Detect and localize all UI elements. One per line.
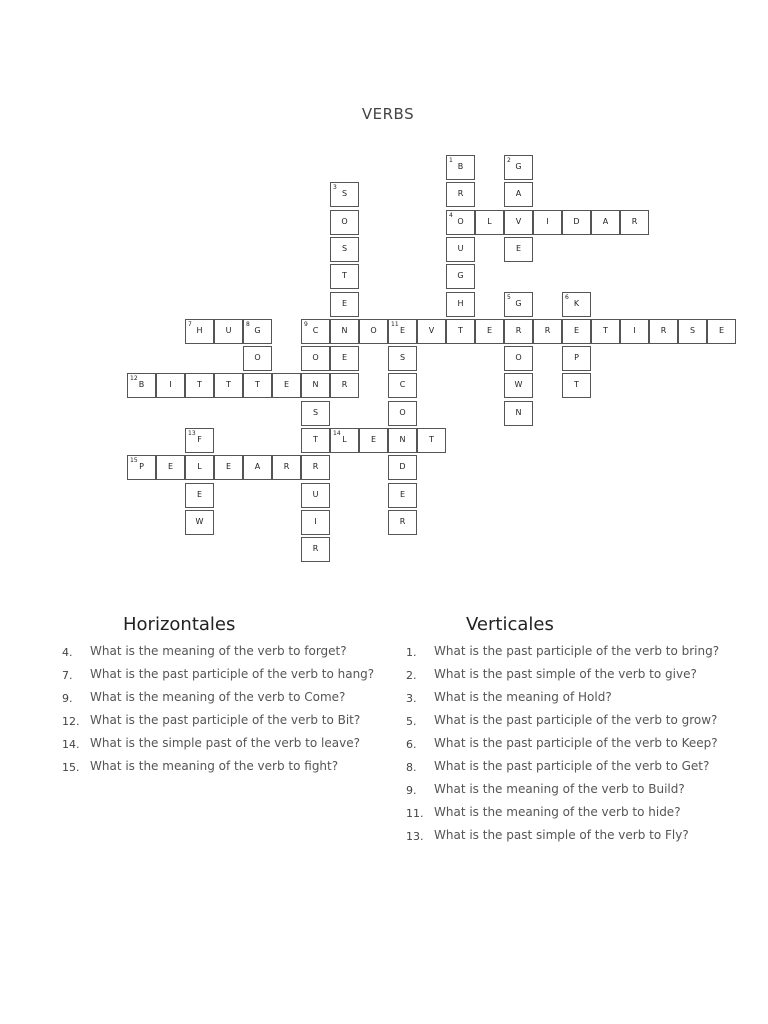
crossword-cell[interactable] <box>330 264 359 289</box>
crossword-cell[interactable] <box>330 319 359 344</box>
cell-letter: O <box>312 353 319 363</box>
cell-letter: S <box>341 189 348 199</box>
cell-letter: E <box>341 353 348 363</box>
cell-letter: E <box>486 325 493 335</box>
cell-letter: O <box>370 325 377 335</box>
cell-number: 15 <box>130 457 138 465</box>
cell-letter: E <box>167 462 174 472</box>
verticales-clue-list <box>406 643 726 850</box>
crossword-cell[interactable] <box>330 373 359 398</box>
clue-text: What is the meaning of the verb to hide? <box>434 805 681 819</box>
crossword-cell[interactable] <box>707 319 736 344</box>
cell-letter: L <box>342 435 347 444</box>
cell-letter: S <box>399 353 406 363</box>
clue-item <box>406 689 726 705</box>
crossword-cell[interactable] <box>185 455 214 480</box>
crossword-cell[interactable] <box>388 346 417 371</box>
crossword-cell[interactable] <box>330 346 359 371</box>
cell-number: 12 <box>130 375 138 383</box>
cell-letter: I <box>169 380 172 390</box>
clue-number: 8. <box>406 761 417 774</box>
crossword-cell[interactable] <box>185 373 214 398</box>
crossword-cell[interactable] <box>330 210 359 235</box>
crossword-cell[interactable] <box>272 373 301 398</box>
crossword-cell[interactable] <box>156 455 185 480</box>
crossword-cell[interactable] <box>301 537 330 562</box>
clue-number: 2. <box>406 669 417 682</box>
crossword-cell[interactable] <box>504 401 533 426</box>
cell-letter: H <box>457 298 464 308</box>
clue-item <box>406 781 726 797</box>
clue-text: What is the past simple of the verb to Fly? <box>434 828 689 842</box>
cell-letter: T <box>574 380 579 390</box>
crossword-cell[interactable] <box>243 319 272 344</box>
cell-letter: A <box>254 462 261 472</box>
cell-number: 13 <box>188 430 196 437</box>
clue-number: 9. <box>406 784 417 797</box>
crossword-cell[interactable] <box>678 319 707 344</box>
cell-letter: R <box>515 325 522 335</box>
cell-letter: R <box>312 544 319 554</box>
cell-letter: T <box>458 325 463 335</box>
cell-letter: I <box>633 325 636 335</box>
cell-letter: L <box>487 216 492 226</box>
cell-letter: N <box>515 407 522 417</box>
crossword-cell[interactable] <box>330 182 359 207</box>
cell-letter: B <box>138 380 145 390</box>
crossword-cell[interactable] <box>446 155 475 180</box>
clue-item <box>62 712 392 728</box>
clue-item <box>62 643 392 659</box>
crossword-cell[interactable] <box>446 182 475 207</box>
crossword-cell[interactable] <box>301 455 330 480</box>
cell-letter: N <box>312 380 319 390</box>
cell-letter: N <box>341 325 348 335</box>
crossword-cell[interactable] <box>185 483 214 508</box>
clue-number: 15. <box>62 761 80 774</box>
crossword-cell[interactable] <box>591 319 620 344</box>
cell-letter: E <box>399 489 406 499</box>
crossword-cell[interactable] <box>243 373 272 398</box>
crossword-cell[interactable] <box>214 373 243 398</box>
cell-letter: V <box>428 325 435 335</box>
crossword-cell[interactable] <box>214 455 243 480</box>
cell-letter: S <box>312 407 319 417</box>
clue-number: 6. <box>406 738 417 751</box>
cell-letter: E <box>341 298 348 308</box>
crossword-cell[interactable] <box>214 319 243 344</box>
clue-number: 13. <box>406 830 424 843</box>
clue-text: What is the meaning of the verb to fight? <box>90 759 339 773</box>
cell-letter: S <box>341 243 348 253</box>
clue-text: What is the past participle of the verb to grow? <box>434 713 718 727</box>
crossword-cell[interactable] <box>504 210 533 235</box>
crossword-cell[interactable] <box>301 510 330 535</box>
cell-number: 1 <box>449 157 453 164</box>
cell-letter: E <box>573 325 580 335</box>
crossword-cell[interactable] <box>562 292 591 317</box>
crossword-cell[interactable] <box>388 455 417 480</box>
cell-letter: T <box>603 325 608 335</box>
clue-number: 12. <box>62 715 80 728</box>
clue-text: What is the past participle of the verb to bring? <box>434 644 720 658</box>
cell-letter: T <box>342 271 347 281</box>
cell-number: 7 <box>188 320 192 328</box>
clue-text: What is the past participle of the verb to Get? <box>434 759 710 773</box>
clue-item <box>62 758 392 774</box>
crossword-cell[interactable] <box>127 455 156 480</box>
crossword-cell[interactable] <box>504 319 533 344</box>
cell-letter: C <box>399 380 406 390</box>
cell-letter: G <box>457 271 464 281</box>
cell-letter: H <box>196 325 203 335</box>
cell-letter: K <box>573 298 580 308</box>
clue-text: What is the past participle of the verb to Bit? <box>90 713 361 727</box>
clue-item <box>406 712 726 728</box>
clue-number: 14. <box>62 738 80 751</box>
crossword-cell[interactable] <box>301 319 330 344</box>
clue-number: 9. <box>62 692 73 705</box>
page-title: VERBS <box>361 105 415 123</box>
cell-letter: I <box>546 216 549 226</box>
cell-letter: E <box>370 435 377 444</box>
crossword-cell[interactable] <box>504 182 533 207</box>
cell-letter: R <box>457 189 464 199</box>
clue-item <box>406 827 726 843</box>
cell-letter: I <box>314 516 317 526</box>
cell-letter: T <box>226 380 231 390</box>
cell-letter: W <box>514 380 523 390</box>
clue-number: 7. <box>62 669 73 682</box>
clue-text: What is the past participle of the verb to hang? <box>90 667 375 681</box>
horizontales-clue-list <box>62 643 392 781</box>
clue-number: 5. <box>406 715 417 728</box>
cell-number: 6 <box>565 293 569 301</box>
clue-number: 4. <box>62 646 73 659</box>
crossword-cell[interactable] <box>446 319 475 344</box>
cell-number: 2 <box>507 157 511 164</box>
clue-text: What is the meaning of the verb to forget? <box>90 644 347 658</box>
cell-letter: T <box>313 435 318 444</box>
cell-number: 5 <box>507 293 511 301</box>
crossword-cell[interactable] <box>562 319 591 344</box>
crossword-cell[interactable] <box>330 292 359 317</box>
clue-text: What is the past simple of the verb to give? <box>434 667 697 681</box>
clue-item <box>406 804 726 820</box>
crossword-cell[interactable] <box>301 428 330 453</box>
crossword-cell[interactable] <box>301 401 330 426</box>
crossword-cell[interactable] <box>620 210 649 235</box>
crossword-cell[interactable] <box>388 510 417 535</box>
clue-item <box>62 666 392 682</box>
crossword-cell[interactable] <box>504 292 533 317</box>
crossword-cell[interactable] <box>185 428 214 453</box>
crossword-cell[interactable] <box>127 373 156 398</box>
cell-letter: E <box>225 462 232 472</box>
cell-number: 9 <box>304 320 308 328</box>
crossword-cell[interactable] <box>388 373 417 398</box>
crossword-cell[interactable] <box>272 455 301 480</box>
cell-number: 11 <box>391 320 399 328</box>
cell-letter: C <box>312 325 319 335</box>
clue-item <box>406 666 726 682</box>
cell-letter: E <box>283 380 290 390</box>
crossword-cell[interactable] <box>388 483 417 508</box>
crossword-cell[interactable] <box>562 373 591 398</box>
crossword-cell[interactable] <box>185 319 214 344</box>
cell-letter: V <box>515 216 522 226</box>
cell-letter: G <box>515 162 522 171</box>
cell-letter: A <box>602 216 609 226</box>
crossword-cell[interactable] <box>243 346 272 371</box>
crossword-cell[interactable] <box>504 237 533 262</box>
cell-letter: D <box>573 216 580 226</box>
cell-letter: G <box>254 325 261 335</box>
crossword-cell[interactable] <box>388 401 417 426</box>
cell-letter: E <box>718 325 725 335</box>
horizontales-heading: Horizontales <box>123 614 236 635</box>
crossword-cell[interactable] <box>533 210 562 235</box>
cell-letter: R <box>341 380 348 390</box>
crossword-cell[interactable] <box>562 346 591 371</box>
cell-letter: L <box>197 462 202 472</box>
cell-letter: E <box>399 325 406 335</box>
clue-text: What is the meaning of the verb to Build? <box>434 782 685 796</box>
clue-item <box>406 643 726 659</box>
crossword-cell[interactable] <box>301 346 330 371</box>
crossword-cell[interactable] <box>417 428 446 453</box>
crossword-cell[interactable] <box>475 319 504 344</box>
cell-letter: T <box>255 380 260 390</box>
crossword-cell[interactable] <box>446 237 475 262</box>
crossword-cell[interactable] <box>330 237 359 262</box>
crossword-cell[interactable] <box>475 210 504 235</box>
cell-letter: R <box>631 216 638 226</box>
crossword-cell[interactable] <box>504 373 533 398</box>
crossword-cell[interactable] <box>359 428 388 453</box>
cell-letter: O <box>254 353 261 363</box>
crossword-cell[interactable] <box>330 428 359 453</box>
crossword-cell[interactable] <box>301 373 330 398</box>
clue-number: 1. <box>406 646 417 659</box>
crossword-cell[interactable] <box>446 264 475 289</box>
cell-letter: P <box>574 353 579 363</box>
cell-letter: S <box>689 325 696 335</box>
clue-text: What is the meaning of Hold? <box>434 690 612 704</box>
cell-letter: O <box>457 216 464 226</box>
crossword-cell[interactable] <box>446 292 475 317</box>
cell-letter: U <box>457 243 464 253</box>
clue-text: What is the simple past of the verb to leave? <box>90 736 360 750</box>
cell-letter: B <box>457 162 464 171</box>
cell-letter: T <box>197 380 202 390</box>
crossword-cell[interactable] <box>243 455 272 480</box>
cell-number: 8 <box>246 320 250 328</box>
cell-letter: O <box>341 216 348 226</box>
cell-letter: F <box>197 435 202 444</box>
cell-letter: A <box>515 189 522 199</box>
cell-letter: O <box>399 407 406 417</box>
cell-letter: R <box>660 325 667 335</box>
cell-letter: E <box>196 489 203 499</box>
crossword-cell[interactable] <box>359 319 388 344</box>
cell-letter: P <box>139 462 144 472</box>
cell-letter: D <box>399 462 406 472</box>
clue-text: What is the past participle of the verb to Keep? <box>434 736 718 750</box>
verticales-heading: Verticales <box>466 614 554 635</box>
cell-letter: U <box>225 325 232 335</box>
cell-letter: R <box>312 462 319 472</box>
crossword-cell[interactable] <box>504 155 533 180</box>
clue-number: 11. <box>406 807 424 820</box>
crossword-cell[interactable] <box>620 319 649 344</box>
clue-number: 3. <box>406 692 417 705</box>
crossword-cell[interactable] <box>417 319 446 344</box>
clue-item <box>406 735 726 751</box>
cell-number: 3 <box>333 184 337 192</box>
cell-number: 4 <box>449 211 453 219</box>
clue-text: What is the meaning of the verb to Come? <box>90 690 346 704</box>
cell-letter: U <box>312 489 319 499</box>
cell-letter: O <box>515 353 522 363</box>
crossword-cell[interactable] <box>504 346 533 371</box>
cell-letter: N <box>399 435 406 444</box>
crossword-cell[interactable] <box>388 319 417 344</box>
cell-letter: R <box>283 462 290 472</box>
crossword-cell[interactable] <box>446 210 475 235</box>
crossword-cell[interactable] <box>185 510 214 535</box>
crossword-cell[interactable] <box>388 428 417 453</box>
crossword-cell[interactable] <box>649 319 678 344</box>
crossword-cell[interactable] <box>533 319 562 344</box>
clue-item <box>62 689 392 705</box>
cell-letter: G <box>515 298 522 308</box>
crossword-cell[interactable] <box>156 373 185 398</box>
cell-letter: R <box>544 325 551 335</box>
cell-letter: W <box>195 516 204 526</box>
clue-item <box>406 758 726 774</box>
crossword-cell[interactable] <box>301 483 330 508</box>
clue-item <box>62 735 392 751</box>
crossword-cell[interactable] <box>562 210 591 235</box>
crossword-cell[interactable] <box>591 210 620 235</box>
cell-letter: T <box>429 435 434 444</box>
cell-letter: E <box>515 243 522 253</box>
cell-letter: R <box>399 516 406 526</box>
cell-number: 14 <box>333 430 341 437</box>
